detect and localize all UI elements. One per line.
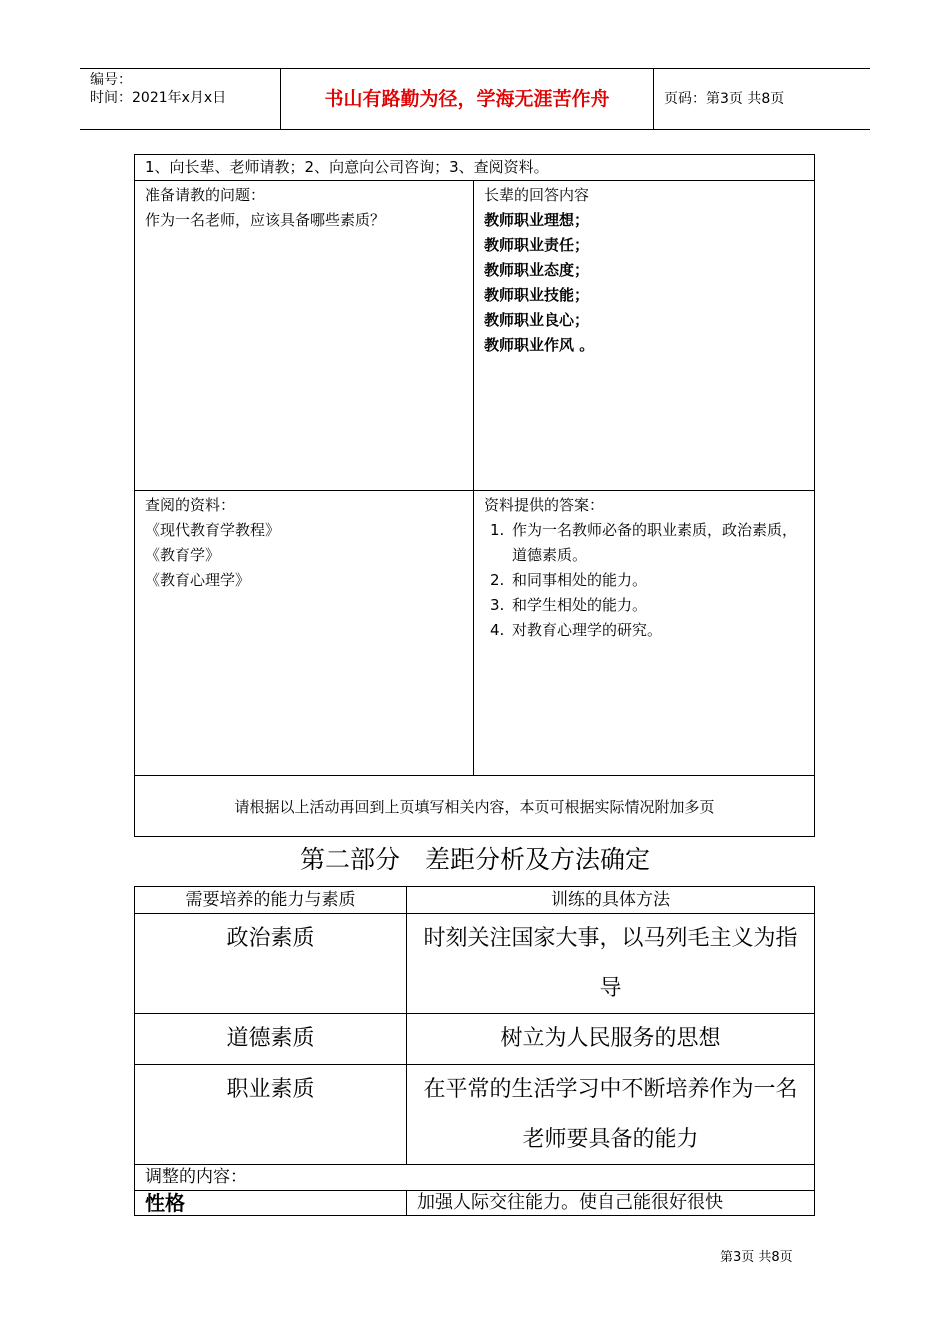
note-row: 请根据以上活动再回到上页填写相关内容，本页可根据实际情况附加多页: [134, 775, 815, 837]
header-page-label: 页码：第3页 共8页: [664, 91, 785, 107]
code-label: 编号：: [90, 72, 132, 88]
method-cell: 时刻关注国家大事，以马列毛主义为指导: [406, 913, 815, 1014]
ref-item: 《教育心理学》: [145, 571, 251, 589]
answer-item: 教师职业态度；: [484, 261, 590, 279]
time-label: 时间：2021年x月x日: [90, 90, 227, 106]
col-header-method: 训练的具体方法: [406, 886, 815, 914]
ref-answer-cell: [473, 490, 815, 776]
last-quality-cell: 性格: [134, 1190, 407, 1216]
answer-item: 教师职业理想；: [484, 211, 590, 229]
section-title: 第二部分 差距分析及方法确定: [299, 845, 650, 874]
adjust-label-row: 调整的内容：: [134, 1164, 815, 1191]
quality-cell: 道德素质: [134, 1013, 407, 1065]
answer-item: 教师职业责任；: [484, 236, 590, 254]
quality-cell: 政治素质: [134, 913, 407, 1014]
header-motto: 书山有路勤为径，学海无涯苦作舟: [281, 69, 654, 129]
ref-answer-list: [484, 518, 804, 643]
ref-answer-title: 资料提供的答案：: [484, 496, 605, 514]
method-cell: 在平常的生活学习中不断培养作为一名老师要具备的能力: [406, 1064, 815, 1165]
answer-title: 长辈的回答内容: [484, 186, 590, 204]
quality-cell: 职业素质: [134, 1064, 407, 1165]
col-header-quality: 需要培养的能力与素质: [134, 886, 407, 914]
ref-item: 《现代教育学教程》: [145, 521, 281, 539]
header-info-cell: [80, 69, 281, 129]
answer-cell: [473, 180, 815, 491]
question-title: 准备请教的问题：: [145, 186, 266, 204]
page-header: [80, 68, 870, 130]
ref-item: 《教育学》: [145, 546, 221, 564]
answer-item: 教师职业作风 。: [484, 336, 595, 354]
list-item: 3. 和学生相处的能力。: [490, 596, 648, 614]
list-item: 2. 和同事相处的能力。: [490, 571, 648, 589]
answer-item: 教师职业技能；: [484, 286, 590, 304]
methods-row: 1、向长辈、老师请教；2、向意向公司咨询；3、查阅资料。: [134, 154, 815, 181]
last-method-cell: 加强人际交往能力。使自己能很好很快: [406, 1190, 815, 1216]
list-item: 4. 对教育心理学的研究。: [490, 621, 663, 639]
list-item: 1. 作为一名教师必备的职业素质，政治素质，道德素质。: [490, 521, 798, 564]
question-text: 作为一名老师，应该具备哪些素质？: [145, 211, 386, 229]
page-footer: 第3页 共8页: [720, 1250, 793, 1265]
answer-item: 教师职业良心；: [484, 311, 590, 329]
ref-title: 查阅的资料：: [145, 496, 236, 514]
method-cell: 树立为人民服务的思想: [406, 1013, 815, 1065]
references-cell: [134, 490, 474, 776]
question-cell: [134, 180, 474, 491]
